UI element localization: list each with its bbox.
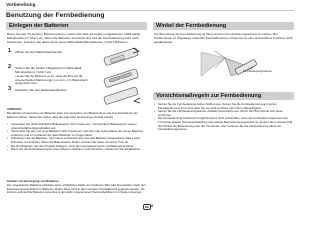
caution-text: Bei falscher Verwendung von Batterien kann zum Auslaufen von Batteriesäure und zum Explodieren der Batterien führen. Stellen Sie sicher, dass die folgenden Anweisungen befolgt werden.: [7, 111, 138, 119]
caution-item: • Verwenden Sie unterschiedliche Batterietypen nicht zusammen. Verschiedene Batterietypen weisen unterschiedliche Eigenschaften auf.: [7, 123, 147, 130]
precaution-item: • Die Fernbedienung funktioniert möglicherweise nicht einwandfrei, wenn der Fernbedienungssensor des TV-Geräts direkter Sonneneinstrahlung oder starker Beleuchtung ausgesetzt ist. Ändern Sie in diesem Fall den Winkel der Beleuchtung oder des TV-Geräts, oder bedienen Sie die Fernbedienung näher am Fernbedienungssensor.: [154, 117, 293, 131]
language-badge: DE: [143, 204, 151, 210]
step-2-text: Setzen Sie die beiden mitgelieferten LR03-Alkali-Mikrobatterien ("AAA") ein.: [15, 65, 83, 74]
angle-title: Winkel der Fernbedienung: [156, 23, 227, 29]
battery-insert-illustration: [100, 66, 146, 88]
caution-item: • Wenn Sie die Fernbedienung für einen längeren Zeitraum nicht benutzen, entnehmen Sie die Batterien.: [7, 148, 147, 152]
disposal-title: Hinweis zur Entsorgung von Batterien: [7, 179, 59, 183]
precaution-item: • Setzen Sie die Fernbedienung keinen Stößen aus. Setzen Sie die Fernbedienung auch keinen Flüssigkeiten aus und verwenden Sie sie nicht an Orten mit hoher Luftfeuchtigkeit.: [154, 103, 293, 110]
intro-text: Bevor Sie das TV-Gerät in Betrieb nehmen, setzen Sie bitte die beiden mitgelieferten LR03-Alkali-Mikrobatterien ("AAA") ein. Wenn die Batterien erschöpft sind und die Fernbedienung nicht mehr funktioniert, ersetzen Sie diese durch neue LR03-Alkali-Mikrobatterien ("AAA")-Batterien.: [7, 32, 141, 45]
precaution-heading: [153, 92, 294, 100]
page-title: Benutzung der Fernbedienung: [6, 12, 105, 19]
caution-title: VORSICHT: [7, 107, 22, 111]
caution-item: • Entnehmen Sie die Batterien, wenn diese verbraucht sind. Aus den Batterien ausgetretene Säure kann Korrosion verursachen. Wenn Sie Batteriesäure finden, wischen Sie diese mit einem Tuch ab.: [7, 137, 147, 144]
disposal-text: Die mitgelieferten Batterien enthalten keine schädlichen Stoffe wie Cadmium, Blei oder Quecksilber. Nach den Entsorgungsvorschriften für Batterien dürfen diese nicht in den normalen Haushaltsmüll gegeben werden. Sie können verbrauchte Batterien kostenlos in den dafür vorgesehenen Sammelbehältern im Handel entsorgen.: [7, 183, 146, 195]
step-1-number: 1: [8, 48, 12, 54]
battery-close-illustration: [100, 86, 146, 106]
section-label: Vorbereitung: [6, 3, 36, 8]
precaution-title: Vorsichtsmaßregeln zur Fernbedienung: [156, 93, 262, 99]
precaution-list: [154, 103, 293, 132]
step-3-number: 3: [8, 86, 12, 92]
top-rule: [6, 10, 294, 11]
angle-text: Zur Benutzung der Fernbedienung ist diese auf den Fernbedienungssensor zu richten. Bei Hindernissen im Signalweg zwischen Fernbedienung und Sensor ist eine einwandfreie Funktion nicht gewährleistet.: [154, 32, 293, 45]
precaution-item: • Setzen Sie die Fernbedienungskeinem direkten Sonnenlicht aus. Durch die Hitze könnte sich diese verformen.: [154, 110, 293, 117]
caution-item: • Verwenden Sie alte und neue Batterien nicht zusammen. Das kann die Lebensdauer der neuen Batterien verkürzen und ein Auslaufen der alten Batterien zur Folge haben.: [7, 130, 147, 137]
step-2-number: 2: [8, 64, 12, 70]
insert-batteries-heading: [6, 22, 147, 30]
step-3-text: Schließen Sie den Batteriefachdeckel.: [15, 87, 68, 92]
remote-angle-illustration: [195, 46, 265, 84]
caution-item: • Bei den Batterien, die dem Produkt beiliegen, kann die Lebensdauer kürzer ausfallen als erwartet.: [7, 145, 147, 149]
step-2-note: • Legen Sie die Batterien so ein, dass die Pole auf die entsprechenden Markierungen (+) und (−) im Batteriefach ausgerichtet sind.: [15, 74, 88, 86]
caution-list: [7, 123, 147, 152]
step-1-text: Öffnen Sie den Batteriefachdeckel.: [15, 49, 63, 54]
page-number: -8: [150, 204, 154, 208]
sensor-label: Fernbedienungssensor: [243, 69, 273, 73]
angle-heading: [153, 22, 294, 30]
battery-cover-illustration: [100, 45, 146, 67]
insert-batteries-title: Einlegen der Batterien: [9, 23, 69, 29]
